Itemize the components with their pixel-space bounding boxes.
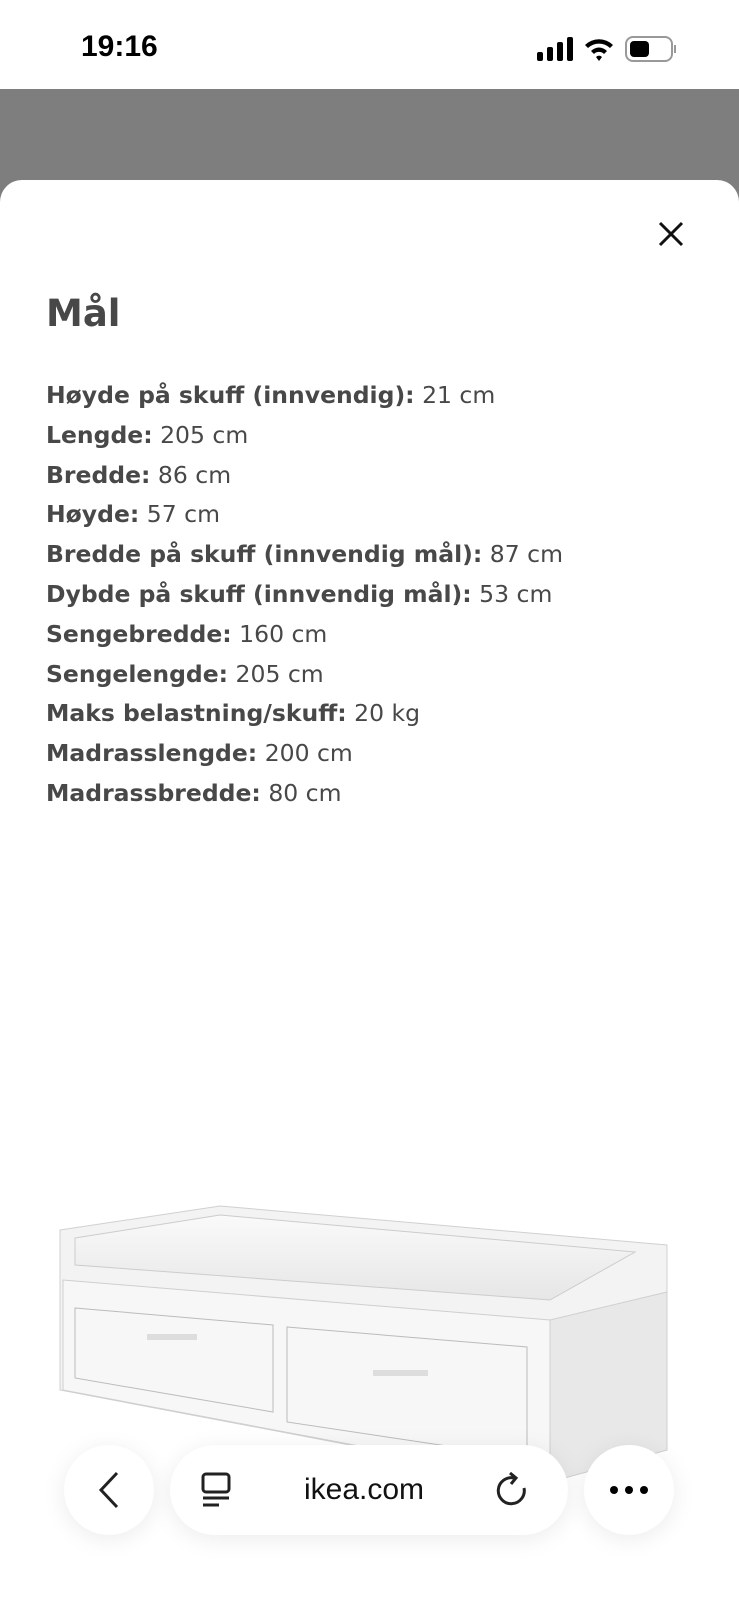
spec-row xyxy=(46,535,563,575)
spec-label: Lengde: xyxy=(46,420,153,449)
spec-label: Bredde: xyxy=(46,460,151,489)
spec-value: 87 cm xyxy=(489,540,563,569)
reload-icon[interactable] xyxy=(496,1472,528,1508)
status-time: 19:16 xyxy=(81,30,158,63)
dimensions-list xyxy=(46,376,563,814)
status-bar xyxy=(0,0,739,89)
url-text[interactable]: ikea.com xyxy=(303,1473,425,1506)
spec-value: 205 cm xyxy=(235,659,324,688)
spec-label: Madrasslengde: xyxy=(46,739,258,768)
spec-value: 160 cm xyxy=(239,619,328,648)
dimensions-sheet xyxy=(0,180,739,1600)
spec-value: 20 kg xyxy=(354,699,421,728)
spec-value: 53 cm xyxy=(479,579,553,608)
battery-icon xyxy=(625,36,677,62)
spec-label: Sengelengde: xyxy=(46,659,229,688)
spec-label: Høyde: xyxy=(46,500,140,529)
more-button[interactable] xyxy=(584,1445,674,1535)
spec-row xyxy=(46,694,563,734)
close-icon[interactable] xyxy=(655,218,687,250)
spec-row xyxy=(46,376,563,416)
spec-value: 86 cm xyxy=(157,460,232,489)
sheet-title: Mål xyxy=(46,292,121,335)
spec-row xyxy=(46,774,563,814)
spec-row xyxy=(46,456,563,496)
spec-label: Bredde på skuff (innvendig mål): xyxy=(46,540,483,569)
spec-label: Sengebredde: xyxy=(46,619,232,648)
more-options-icon xyxy=(609,1485,649,1495)
spec-value: 200 cm xyxy=(264,739,353,768)
back-button[interactable] xyxy=(64,1445,154,1535)
spec-row xyxy=(46,615,563,655)
spec-row xyxy=(46,734,563,774)
chevron-left-icon xyxy=(97,1470,121,1510)
spec-row xyxy=(46,416,563,456)
cellular-signal-icon xyxy=(537,37,573,61)
spec-value: 205 cm xyxy=(160,420,249,449)
spec-label: Høyde på skuff (innvendig): xyxy=(46,381,415,409)
address-bar[interactable] xyxy=(170,1445,568,1535)
spec-value: 57 cm xyxy=(146,500,220,529)
spec-value: 80 cm xyxy=(268,778,342,807)
spec-label: Maks belastning/skuff: xyxy=(46,699,347,728)
reader-mode-icon xyxy=(200,1472,232,1508)
spec-label: Dybde på skuff (innvendig mål): xyxy=(46,579,472,608)
spec-row xyxy=(46,495,563,535)
spec-row xyxy=(46,575,563,615)
spec-row xyxy=(46,655,563,695)
spec-label: Madrassbredde: xyxy=(46,778,261,807)
spec-value: 21 cm xyxy=(422,381,496,409)
wifi-icon xyxy=(583,37,615,61)
